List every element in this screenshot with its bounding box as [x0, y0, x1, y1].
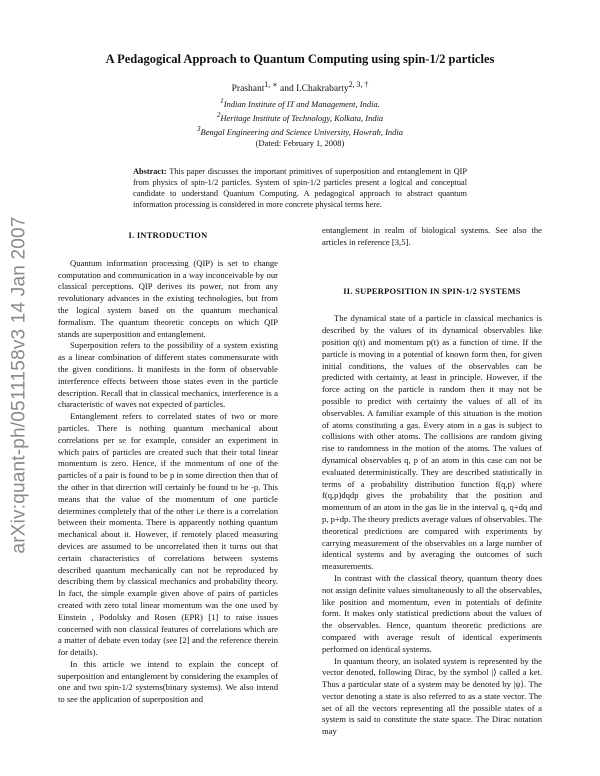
- affiliation-3-superscript: 3: [196, 125, 201, 134]
- arxiv-identifier: [0, 170, 40, 600]
- affiliations: [0, 96, 600, 149]
- section-2-heading: II. SUPERPOSITION IN SPIN-1/2 SYSTEMS: [343, 286, 521, 296]
- author-1-name: Prashant: [231, 84, 265, 95]
- intro-paragraph-4: In this article we intend to explain the concept of superposition and entanglement by considering the examples of one and two spin-1/2 systems(binary systems). We also intend to see the application of superposition and: [58, 658, 278, 705]
- intro-continuation: entanglement in realm of biological systems. See also the articles in reference [3,5].: [322, 225, 542, 247]
- section-spacer: [322, 249, 542, 281]
- affiliation-3: [0, 124, 600, 138]
- author-2-superscript: 2, 3, †: [348, 80, 369, 89]
- affiliation-1: [0, 96, 600, 110]
- abstract-label: Abstract:: [133, 167, 167, 176]
- section-1-heading: I. INTRODUCTION: [128, 231, 208, 240]
- superposition-paragraph-3: In quantum theory, an isolated system is represented by the vector denoted, following Dirac, by the symbol |⟩ called a ket. Thus a particular state of a system may be denoted by |ψ⟩. The vector denoting a state is also referred to as a state vector. The set of all the vectors representing all the possible states of a system is said to constitute the state space. The Dirac notation may: [322, 655, 542, 737]
- author-1-superscript: 1, ∗: [264, 80, 278, 89]
- paper-date: (Dated: February 1, 2008): [255, 138, 345, 149]
- author-connector: and: [280, 84, 294, 95]
- author-line: [0, 80, 600, 94]
- author-2-name: I.Chakrabarty: [296, 84, 349, 95]
- abstract: [133, 166, 467, 210]
- arxiv-identifier-text: arXiv:quant-ph/0511158v3 14 Jan 2007: [9, 216, 31, 554]
- right-column: [322, 225, 542, 738]
- affiliation-2: [0, 110, 600, 124]
- superposition-paragraph-1: The dynamical state of a particle in classical mechanics is described by the values of its dynamical observables like position q(t) and momentum p(t) as a function of time. If the particle is moving in a potential of known form then, for given initial conditions, the values of the observables can be predicted with certainty, at least in principle. However, if the force acting on the particle is random then it may not be possible to predict with certainty the values of all of its observables. A familiar example of this situation is the motion of atoms constituting a gas. Every atom in a gas is subject to collisions with other atoms. The collisions are random giving rise to randomness in the motion of the atoms. The values of dynamical observables q, p of an atom in this case can not be evaluated deterministically. They are described statistically in terms of a probability distribution function f(q,p) where f(q,p)dqdp gives the probability that the position and momentum of an atom in the gas lie in the interval q, q+dq and p, p+dp. The theory predicts average values of observables. The theoretical predictions are compared with experiments by carrying measurement of the observables on a large number of identical systems and by averaging the outcomes of such measurements.: [322, 313, 542, 572]
- intro-paragraph-2: Superposition refers to the possibility of a system existing as a linear combination of different states commensurate with the given conditions. It manifests in the form of observable interference effects between those states even in the particle description. Recall that in classical mechanics, interference is a characteristic of waves not expected of particles.: [58, 340, 278, 410]
- paper-title: A Pedagogical Approach to Quantum Computing using spin-1/2 particles: [105, 52, 495, 66]
- affiliation-3-text: Bengal Engineering and Science University, Howrah, India: [200, 126, 404, 137]
- left-column: [58, 225, 278, 706]
- affiliation-2-superscript: 2: [216, 111, 221, 120]
- affiliation-1-superscript: 1: [220, 97, 224, 105]
- abstract-text: This paper discusses the important primitives of superposition and entanglement in QIP from physics of spin-1/2 particles. System of spin-1/2 particles present a logical and conceptual candidate to understand Quantum Computing. A pedagogical approach to abstract quantum information processing is considered in more concrete physical terms here.: [133, 167, 467, 209]
- superposition-paragraph-2: In contrast with the classical theory, quantum theory does not assign definite values simultaneously to all the observables, like position and momentum, even in potentials of definite form. It makes only statistical predictions about the values of the observables. Hence, quantum theoretic predictions are compared with average result of identical experiments performed on identical systems.: [322, 572, 542, 654]
- affiliation-1-text: Indian Institute of IT and Management, India.: [223, 98, 380, 109]
- intro-paragraph-1: Quantum information processing (QIP) is set to change computation and communication in a way inconceivable by our classical perceptions. QIP derives its power, not from any revolutionary advances in the existing technologies, but from the logical system based on the quantum mechanical formalism. The quantum theoretic concepts on which QIP stands are superposition and entanglement.: [58, 257, 278, 339]
- affiliation-2-text: Heritage Institute of Technology, Kolkata, India: [220, 112, 384, 123]
- intro-paragraph-3: Entanglement refers to correlated states of two or more particles. There is nothing quantum mechanical about correlations per se for example, consider an experiment in which pairs of particles are created such that their total linear momentum is zero. Hence, if the momentum of one of the particles of a pair is found to be p in some direction then that of the other in that direction will certainly be found to be -p. This means that the value of the momentum of one particle determines completely that of the other i.e there is a correlation between their momenta. There is apparently nothing quantum mechanical about it. However, if remotely placed measuring devices are assumed to be uncorrelated then it turns out that certain characteristics of correlations between systems described quantum mechanically can not be reproduced by describing them by classical mechanics and probability theory. In fact, the simple example given above of pairs of particles created with zero total linear momentum was the one used by Einstein , Podolsky and Rosen (EPR) [1] to raise issues concerned with non classical features of correlations which are a matter of debate even today (see [2] and the reference therein for details).: [58, 411, 278, 658]
